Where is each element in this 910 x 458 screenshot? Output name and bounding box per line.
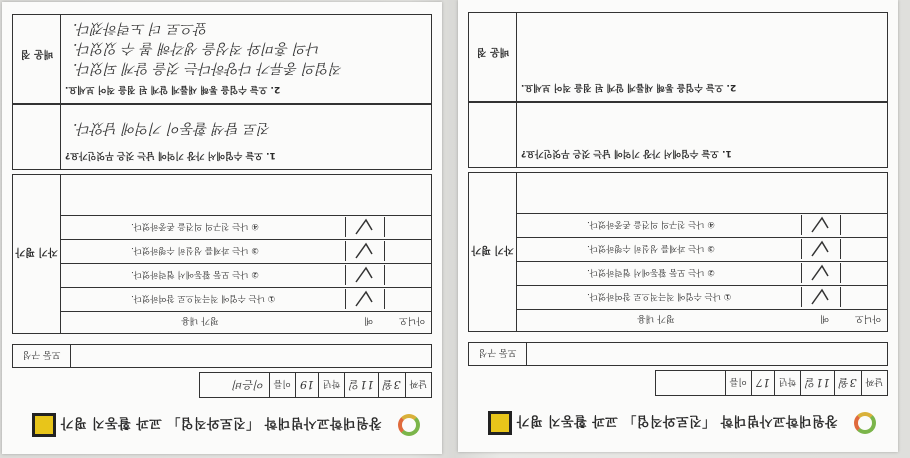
answer-1-text: 진로 탐색 활동이 기억에 남았다. bbox=[73, 120, 272, 136]
date-label: 날짜 bbox=[405, 373, 431, 398]
team-label: 모둠 구성 bbox=[13, 345, 71, 367]
eval-header bbox=[517, 309, 887, 331]
check-cell[interactable] bbox=[345, 241, 385, 261]
school-logo-icon bbox=[854, 412, 876, 434]
eval-row-text: ③ 나는 과제를 성실히 수행하였다. bbox=[131, 245, 259, 255]
self-eval-table bbox=[468, 172, 888, 332]
name-label: 이름 bbox=[725, 371, 751, 396]
name-label: 이름 bbox=[269, 373, 295, 398]
check-cell[interactable] bbox=[345, 265, 385, 285]
eval-header-content: 평가 내용 bbox=[181, 315, 219, 325]
eval-row-text: ① 나는 수업에 적극적으로 참여하였다. bbox=[131, 293, 276, 303]
eval-header-yes: 예 bbox=[364, 315, 373, 325]
question-2-text: 2. 오늘 수업을 통해 새롭게 알게 된 점을 적어 보세요. bbox=[521, 82, 737, 92]
date-day: 11일 bbox=[801, 371, 835, 396]
eval-row bbox=[517, 237, 887, 261]
checkmark-icon bbox=[810, 288, 830, 306]
worksheet-right bbox=[458, 0, 898, 452]
worksheet-left bbox=[2, 2, 442, 454]
question-1-text: 1. 오늘 수업에서 가장 기억에 남는 것은 무엇인가요? bbox=[65, 150, 276, 160]
eval-header-no: 아니오 bbox=[854, 313, 881, 323]
worksheet-title: 창원대학교사범대학 「진로와직업」 교과 활동지 평가 bbox=[516, 413, 838, 429]
eval-row bbox=[61, 287, 431, 311]
grade-value: 17 bbox=[751, 371, 774, 396]
info-row bbox=[655, 370, 888, 396]
question-2-text: 2. 오늘 수업을 통해 새롭게 알게 된 점을 적어 보세요. bbox=[65, 84, 281, 94]
checkmark-icon bbox=[810, 264, 830, 282]
eval-row-text: ④ 나는 친구의 의견을 존중하였다. bbox=[587, 219, 715, 229]
question-1-box bbox=[12, 104, 432, 170]
eval-header bbox=[61, 311, 431, 333]
cube-logo-icon bbox=[488, 411, 512, 435]
self-eval-table bbox=[12, 174, 432, 334]
eval-row-text: ② 나는 모둠 활동에서 협력하였다. bbox=[131, 269, 259, 279]
worksheet-header bbox=[12, 408, 432, 442]
question-2-box bbox=[12, 14, 432, 104]
grade-label: 학년 bbox=[318, 373, 344, 398]
question-2-side-label: 배운 점 bbox=[476, 46, 510, 57]
check-cell[interactable] bbox=[801, 239, 841, 259]
check-cell[interactable] bbox=[345, 289, 385, 309]
eval-header-no: 아니오 bbox=[398, 315, 425, 325]
eval-row bbox=[517, 285, 887, 309]
checkmark-icon bbox=[354, 242, 374, 260]
name-value: 이은비 bbox=[199, 373, 269, 398]
info-row bbox=[199, 372, 432, 398]
school-logo-icon bbox=[398, 414, 420, 436]
question-1-text: 1. 오늘 수업에서 가장 기억에 남는 것은 무엇인가요? bbox=[521, 148, 732, 158]
eval-row bbox=[61, 263, 431, 287]
eval-row-text: ③ 나는 과제를 성실히 수행하였다. bbox=[587, 243, 715, 253]
eval-row bbox=[517, 213, 887, 237]
worksheet-title: 창원대학교사범대학 「진로와직업」 교과 활동지 평가 bbox=[60, 415, 382, 431]
eval-row bbox=[61, 239, 431, 263]
worksheet-header bbox=[468, 406, 888, 440]
team-label: 모둠 구성 bbox=[469, 343, 527, 365]
name-value bbox=[655, 371, 725, 396]
eval-header-yes: 예 bbox=[820, 313, 829, 323]
eval-row-text: ④ 나는 친구의 의견을 존중하였다. bbox=[131, 221, 259, 231]
eval-row bbox=[517, 261, 887, 285]
question-1-box bbox=[468, 102, 888, 168]
eval-header-content: 평가 내용 bbox=[637, 313, 675, 323]
checkmark-icon bbox=[354, 290, 374, 308]
date-month: 3월 bbox=[834, 371, 861, 396]
grade-label: 학년 bbox=[774, 371, 800, 396]
checkmark-icon bbox=[810, 240, 830, 258]
answer-2-line: 나의 흥미와 적성을 생각해 볼 수 있었다. bbox=[73, 40, 321, 56]
eval-row-text: ① 나는 수업에 적극적으로 참여하였다. bbox=[587, 291, 732, 301]
self-eval-label: 자기 평가 bbox=[13, 175, 61, 333]
cube-logo-icon bbox=[32, 413, 56, 437]
date-day: 11일 bbox=[345, 373, 379, 398]
self-eval-label: 자기 평가 bbox=[469, 173, 517, 331]
question-2-box bbox=[468, 12, 888, 102]
eval-row-text: ② 나는 모둠 활동에서 협력하였다. bbox=[587, 267, 715, 277]
date-label: 날짜 bbox=[861, 371, 887, 396]
check-cell[interactable] bbox=[801, 287, 841, 307]
team-box bbox=[12, 344, 432, 368]
question-2-side-label: 배운 점 bbox=[20, 48, 54, 59]
check-cell[interactable] bbox=[801, 263, 841, 283]
checkmark-icon bbox=[810, 216, 830, 234]
eval-row bbox=[61, 215, 431, 239]
checkmark-icon bbox=[354, 266, 374, 284]
check-cell[interactable] bbox=[801, 215, 841, 235]
answer-2-line: 직업의 종류가 다양하다는 것을 알게 되었다. bbox=[73, 60, 344, 76]
team-box bbox=[468, 342, 888, 366]
checkmark-icon bbox=[354, 218, 374, 236]
date-month: 3월 bbox=[378, 373, 405, 398]
check-cell[interactable] bbox=[345, 217, 385, 237]
grade-value: 19 bbox=[295, 373, 318, 398]
answer-2-line: 앞으로 더 노력하겠다. bbox=[73, 20, 209, 36]
